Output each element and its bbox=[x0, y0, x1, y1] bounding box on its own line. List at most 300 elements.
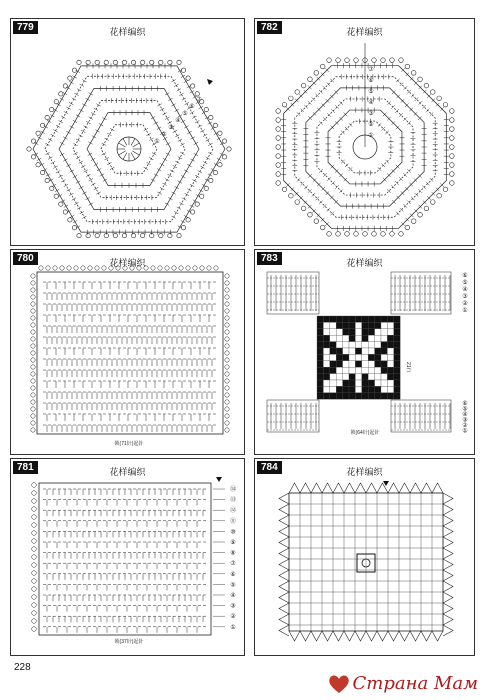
picot bbox=[424, 206, 429, 211]
filet-cell bbox=[381, 316, 387, 322]
edge-scallop bbox=[388, 631, 399, 641]
filet-cell bbox=[323, 335, 329, 341]
picot bbox=[276, 172, 281, 177]
edge-picot bbox=[225, 414, 229, 418]
stitch-tick bbox=[76, 139, 80, 142]
center-stitch bbox=[119, 151, 126, 155]
panel-779 bbox=[10, 18, 245, 246]
stitch-tick bbox=[76, 157, 80, 160]
stitch-tick bbox=[89, 93, 93, 96]
stitch-tick bbox=[404, 204, 408, 208]
edge-scallop bbox=[421, 483, 432, 493]
start-arrow bbox=[216, 477, 222, 482]
stitch-tick bbox=[190, 91, 194, 94]
picot bbox=[45, 115, 49, 119]
stitch-tick bbox=[48, 157, 52, 160]
stitch-tick bbox=[56, 125, 60, 128]
panel-784 bbox=[254, 458, 475, 656]
stitch-tick bbox=[181, 120, 185, 123]
filet-cell bbox=[362, 393, 368, 399]
stitch-tick bbox=[180, 143, 184, 146]
edge-picot bbox=[172, 266, 176, 270]
picot bbox=[36, 163, 40, 167]
panel-number: 783 bbox=[257, 252, 282, 265]
row-number: ① bbox=[462, 307, 468, 314]
filet-cell bbox=[375, 354, 381, 360]
filet-cell bbox=[375, 316, 381, 322]
stitch-tick bbox=[77, 207, 81, 210]
stitch-tick bbox=[312, 193, 316, 197]
filet-cell bbox=[317, 386, 323, 392]
stitch-tick bbox=[173, 165, 177, 168]
picot bbox=[289, 193, 294, 198]
picot bbox=[450, 181, 455, 186]
edge-picot bbox=[31, 295, 35, 299]
stitch-tick bbox=[178, 181, 182, 184]
picot bbox=[381, 232, 386, 237]
picot bbox=[59, 202, 63, 206]
edge-picot bbox=[46, 266, 50, 270]
stitch-tick bbox=[81, 130, 85, 133]
filet-cell bbox=[368, 316, 374, 322]
stitch-tick bbox=[89, 179, 93, 182]
stitch-tick bbox=[94, 187, 98, 190]
picot bbox=[140, 60, 144, 64]
filet-cell bbox=[387, 380, 393, 386]
filet-cell bbox=[323, 329, 329, 335]
edge-picot bbox=[31, 372, 35, 376]
chain-caption: 锁(64针)起针 bbox=[350, 430, 380, 436]
stitch-tick bbox=[72, 98, 76, 101]
filet-cell bbox=[317, 367, 323, 373]
stitch-tick bbox=[327, 177, 331, 181]
edge-picot bbox=[225, 330, 229, 334]
stitch-tick bbox=[162, 183, 166, 186]
stitch-tick bbox=[171, 216, 175, 219]
picot bbox=[77, 233, 81, 237]
edge-picot bbox=[74, 266, 78, 270]
picot bbox=[190, 210, 194, 214]
edge-scallop bbox=[279, 625, 289, 636]
filet-cell bbox=[349, 393, 355, 399]
edge-picot bbox=[225, 309, 229, 313]
stitch-tick bbox=[89, 117, 93, 120]
stitch-tick bbox=[100, 174, 104, 177]
stitch-tick bbox=[395, 181, 399, 185]
filet-cell bbox=[387, 322, 393, 328]
edge-picot bbox=[31, 414, 35, 418]
filet-cell bbox=[343, 322, 349, 328]
panel-number: 781 bbox=[13, 461, 38, 474]
stitch-tick bbox=[60, 98, 64, 101]
edge-picot bbox=[31, 309, 35, 313]
edge-picot bbox=[225, 421, 229, 425]
row-number: ⑨ bbox=[230, 539, 236, 546]
filet-cell bbox=[362, 322, 368, 328]
filet-cell bbox=[343, 374, 349, 380]
filet-cell bbox=[387, 329, 393, 335]
stitch-tick bbox=[69, 193, 73, 196]
edge-scallop bbox=[443, 603, 453, 614]
stitch-tick bbox=[385, 131, 389, 135]
stitch-tick bbox=[187, 164, 191, 167]
stitch-tick bbox=[91, 112, 95, 115]
stitch-tick bbox=[171, 104, 175, 107]
stitch-tick bbox=[184, 170, 188, 173]
edge-picot bbox=[200, 266, 204, 270]
picot bbox=[372, 58, 377, 63]
row-number: ② bbox=[230, 613, 236, 621]
edge-picot bbox=[225, 274, 229, 278]
picot bbox=[450, 172, 455, 177]
filet-cell bbox=[317, 380, 323, 386]
filet-cell bbox=[362, 386, 368, 392]
edge-picot bbox=[214, 266, 218, 270]
filet-cell bbox=[317, 322, 323, 328]
panel-number: 779 bbox=[13, 21, 38, 34]
edge-scallop bbox=[443, 614, 453, 625]
picot bbox=[450, 154, 455, 159]
filet-cell bbox=[394, 329, 400, 335]
picot bbox=[86, 233, 90, 237]
stitch-tick bbox=[319, 121, 323, 125]
filet-cell bbox=[355, 374, 361, 380]
stitch-tick bbox=[396, 79, 400, 83]
edge-picot bbox=[31, 428, 35, 432]
edge-scallop bbox=[443, 625, 453, 636]
picot bbox=[77, 60, 81, 64]
filet-cell bbox=[381, 374, 387, 380]
filet-cell bbox=[355, 322, 361, 328]
edge-scallop bbox=[279, 603, 289, 614]
hexagon-round bbox=[45, 76, 213, 221]
edge-scallop bbox=[443, 581, 453, 592]
picot bbox=[204, 107, 208, 111]
filet-cell bbox=[349, 386, 355, 392]
edge-picot bbox=[32, 563, 37, 568]
filet-cell bbox=[336, 386, 342, 392]
picot bbox=[390, 58, 395, 63]
stitch-tick bbox=[157, 169, 161, 172]
stitch-tick bbox=[174, 211, 178, 214]
chain-caption: 锁(37针)起针 bbox=[114, 639, 144, 645]
stitch-tick bbox=[149, 138, 153, 141]
edge-scallop bbox=[344, 631, 355, 641]
stitch-tick bbox=[91, 158, 95, 161]
picot bbox=[222, 155, 226, 159]
edge-picot bbox=[31, 393, 35, 397]
edge-picot bbox=[31, 407, 35, 411]
stitch-tick bbox=[206, 157, 210, 160]
edge-picot bbox=[102, 266, 106, 270]
edge-scallop bbox=[443, 592, 453, 603]
edge-scallop bbox=[443, 515, 453, 526]
picot bbox=[195, 202, 199, 206]
edge-picot bbox=[88, 266, 92, 270]
stitch-tick bbox=[73, 152, 77, 155]
panel-number: 782 bbox=[257, 21, 282, 34]
picot bbox=[276, 163, 281, 168]
stitch-tick bbox=[165, 93, 169, 96]
edge-picot bbox=[225, 386, 229, 390]
panel-781 bbox=[10, 458, 245, 656]
filet-cell bbox=[375, 393, 381, 399]
edge-picot bbox=[32, 587, 37, 592]
filet-cell bbox=[330, 329, 336, 335]
edge-scallop bbox=[399, 483, 410, 493]
stitch-tick bbox=[208, 143, 212, 146]
edge-scallop bbox=[443, 559, 453, 570]
filet-cell bbox=[375, 335, 381, 341]
center-stitch bbox=[123, 139, 127, 146]
stitch-tick bbox=[63, 159, 67, 162]
edge-scallop bbox=[279, 526, 289, 537]
stitch-tick bbox=[339, 189, 343, 193]
filet-cell bbox=[336, 367, 342, 373]
picot bbox=[301, 83, 306, 88]
stitch-tick bbox=[80, 84, 84, 87]
filet-cell bbox=[387, 393, 393, 399]
row-number: ⑤ bbox=[230, 581, 236, 589]
row-number: ⑤ bbox=[462, 279, 468, 286]
stitch-tick bbox=[152, 153, 156, 156]
stitch-tick bbox=[190, 205, 194, 208]
center-stitch bbox=[131, 152, 135, 159]
edge-scallop bbox=[366, 631, 377, 641]
filet-cell bbox=[349, 316, 355, 322]
picot bbox=[159, 233, 163, 237]
stitch-tick bbox=[79, 186, 83, 189]
edge-scallop bbox=[421, 631, 432, 641]
picot bbox=[443, 187, 448, 192]
stitch-tick bbox=[182, 98, 186, 101]
row-number: ⑬ bbox=[229, 496, 237, 504]
filet-cell bbox=[323, 342, 329, 348]
picot bbox=[289, 96, 294, 101]
filet-cell bbox=[343, 342, 349, 348]
picot bbox=[204, 186, 208, 190]
filet-cell bbox=[387, 335, 393, 341]
filet-cell bbox=[349, 322, 355, 328]
filet-cell bbox=[349, 361, 355, 367]
stitch-tick bbox=[151, 179, 155, 182]
row-number: ① bbox=[230, 623, 236, 631]
stitch-tick bbox=[327, 82, 331, 86]
stitch-tick bbox=[47, 120, 51, 123]
filet-cell bbox=[368, 329, 374, 335]
edge-picot bbox=[32, 531, 37, 536]
filet-cell bbox=[355, 393, 361, 399]
edge-picot bbox=[32, 571, 37, 576]
edge-scallop bbox=[279, 570, 289, 581]
watermark bbox=[328, 673, 479, 694]
edge-scallop bbox=[388, 483, 399, 493]
edge-picot bbox=[225, 316, 229, 320]
picot bbox=[424, 83, 429, 88]
row-number: ⑤ bbox=[368, 88, 374, 95]
stitch-tick bbox=[97, 169, 101, 172]
filet-cell bbox=[317, 316, 323, 322]
stitch-tick bbox=[378, 123, 382, 127]
panel-title: 花样编织 bbox=[346, 28, 383, 38]
stitch-tick bbox=[200, 130, 204, 133]
filet-cell bbox=[317, 361, 323, 367]
filet-cell bbox=[362, 380, 368, 386]
filet-cell bbox=[368, 348, 374, 354]
filet-cell bbox=[343, 361, 349, 367]
filet-cell bbox=[323, 393, 329, 399]
edge-picot bbox=[31, 302, 35, 306]
picot bbox=[150, 233, 154, 237]
stitch-tick bbox=[104, 138, 108, 141]
picot bbox=[209, 178, 213, 182]
lattice-diagram bbox=[255, 459, 476, 657]
row-number: ③ bbox=[462, 416, 468, 424]
filet-cell bbox=[381, 348, 387, 354]
stitch-tick bbox=[66, 107, 70, 110]
stitch-tick bbox=[102, 143, 106, 146]
filet-cell bbox=[394, 322, 400, 328]
panel-780 bbox=[10, 249, 245, 455]
picot bbox=[95, 233, 99, 237]
filet-cell bbox=[355, 335, 361, 341]
stitch-tick bbox=[190, 159, 194, 162]
stitch-tick bbox=[110, 128, 114, 131]
picot bbox=[50, 107, 54, 111]
start-arrow bbox=[207, 79, 213, 85]
edge-scallop bbox=[279, 515, 289, 526]
stitch-tick bbox=[76, 115, 80, 118]
stitch-tick bbox=[78, 135, 82, 138]
stitch-tick bbox=[94, 163, 98, 166]
stitch-tick bbox=[319, 169, 323, 173]
row-number: ① bbox=[154, 138, 160, 145]
stitch-tick bbox=[76, 181, 80, 184]
stitch-tick bbox=[200, 166, 204, 169]
edge-picot bbox=[32, 515, 37, 520]
edge-picot bbox=[225, 393, 229, 397]
stitch-tick bbox=[179, 202, 183, 205]
picot bbox=[213, 170, 217, 174]
edge-scallop bbox=[443, 504, 453, 515]
panel-number: 784 bbox=[257, 461, 282, 474]
edge-picot bbox=[32, 547, 37, 552]
stitch-tick bbox=[187, 131, 191, 134]
stitch-tick bbox=[171, 192, 175, 195]
edge-picot bbox=[31, 316, 35, 320]
stitch-tick bbox=[418, 101, 422, 105]
picot bbox=[72, 226, 76, 230]
filet-cell bbox=[375, 342, 381, 348]
picot bbox=[150, 60, 154, 64]
row-number: ⑥ bbox=[189, 103, 195, 110]
picot bbox=[450, 109, 455, 114]
stitch-tick bbox=[154, 174, 158, 177]
filet-cell bbox=[323, 322, 329, 328]
picot bbox=[381, 58, 386, 63]
picot bbox=[399, 232, 404, 237]
hexagon-round bbox=[87, 113, 174, 186]
edge-picot bbox=[31, 358, 35, 362]
stitch-tick bbox=[154, 122, 158, 125]
edge-scallop bbox=[333, 631, 344, 641]
center-stitch bbox=[131, 139, 135, 146]
filet-cell bbox=[394, 361, 400, 367]
stitch-tick bbox=[396, 212, 400, 216]
stitch-tick bbox=[86, 121, 90, 124]
stitch-tick bbox=[66, 131, 70, 134]
stitch-tick bbox=[166, 143, 170, 146]
stitch-tick bbox=[426, 109, 430, 113]
stitch-tick bbox=[102, 153, 106, 156]
stitch-tick bbox=[94, 108, 98, 111]
edge-scallop bbox=[410, 483, 421, 493]
edge-picot bbox=[32, 491, 37, 496]
filet-cell bbox=[349, 374, 355, 380]
filet-cell bbox=[330, 361, 336, 367]
edge-scallop bbox=[311, 483, 322, 493]
stitch-tick bbox=[69, 81, 73, 84]
edge-picot bbox=[60, 266, 64, 270]
stitch-tick bbox=[34, 142, 38, 145]
stitch-tick bbox=[99, 124, 103, 127]
edge-picot bbox=[32, 619, 37, 624]
stitch-tick bbox=[37, 158, 41, 161]
stitch-tick bbox=[64, 184, 68, 187]
picot bbox=[450, 127, 455, 132]
edge-picot bbox=[116, 266, 120, 270]
stitch-tick bbox=[144, 167, 148, 170]
row-number: ③ bbox=[368, 110, 374, 117]
picot bbox=[276, 136, 281, 141]
row-number: ① bbox=[368, 132, 374, 139]
stitch-tick bbox=[349, 123, 353, 127]
edge-picot bbox=[225, 379, 229, 383]
stitch-tick bbox=[82, 216, 86, 219]
stitch-tick bbox=[61, 180, 65, 183]
row-number: ⑤ bbox=[462, 405, 468, 413]
picot bbox=[213, 123, 217, 127]
row-number: ⑦ bbox=[368, 66, 374, 73]
row-number: ② bbox=[462, 422, 468, 429]
edge-picot bbox=[165, 266, 169, 270]
filet-cell bbox=[381, 354, 387, 360]
filet-cell bbox=[362, 316, 368, 322]
stitch-tick bbox=[63, 92, 67, 95]
filet-cell bbox=[355, 348, 361, 354]
filet-cell bbox=[368, 354, 374, 360]
stitch-tick bbox=[73, 175, 77, 178]
picot bbox=[209, 115, 213, 119]
stitch-tick bbox=[102, 117, 106, 120]
picot bbox=[181, 226, 185, 230]
edge-scallop bbox=[333, 483, 344, 493]
edge-picot bbox=[225, 358, 229, 362]
picot bbox=[218, 131, 222, 135]
stitch-tick bbox=[160, 187, 164, 190]
row-number: ④ bbox=[230, 592, 236, 599]
row-number: ⑪ bbox=[229, 517, 237, 525]
edge-picot bbox=[32, 539, 37, 544]
edge-picot bbox=[32, 483, 37, 488]
edge-picot bbox=[225, 400, 229, 404]
filet-cell bbox=[349, 348, 355, 354]
filet-cell bbox=[336, 348, 342, 354]
picot bbox=[372, 232, 377, 237]
stitch-tick bbox=[37, 137, 41, 140]
edge-picot bbox=[123, 266, 127, 270]
filet-cell bbox=[387, 354, 393, 360]
